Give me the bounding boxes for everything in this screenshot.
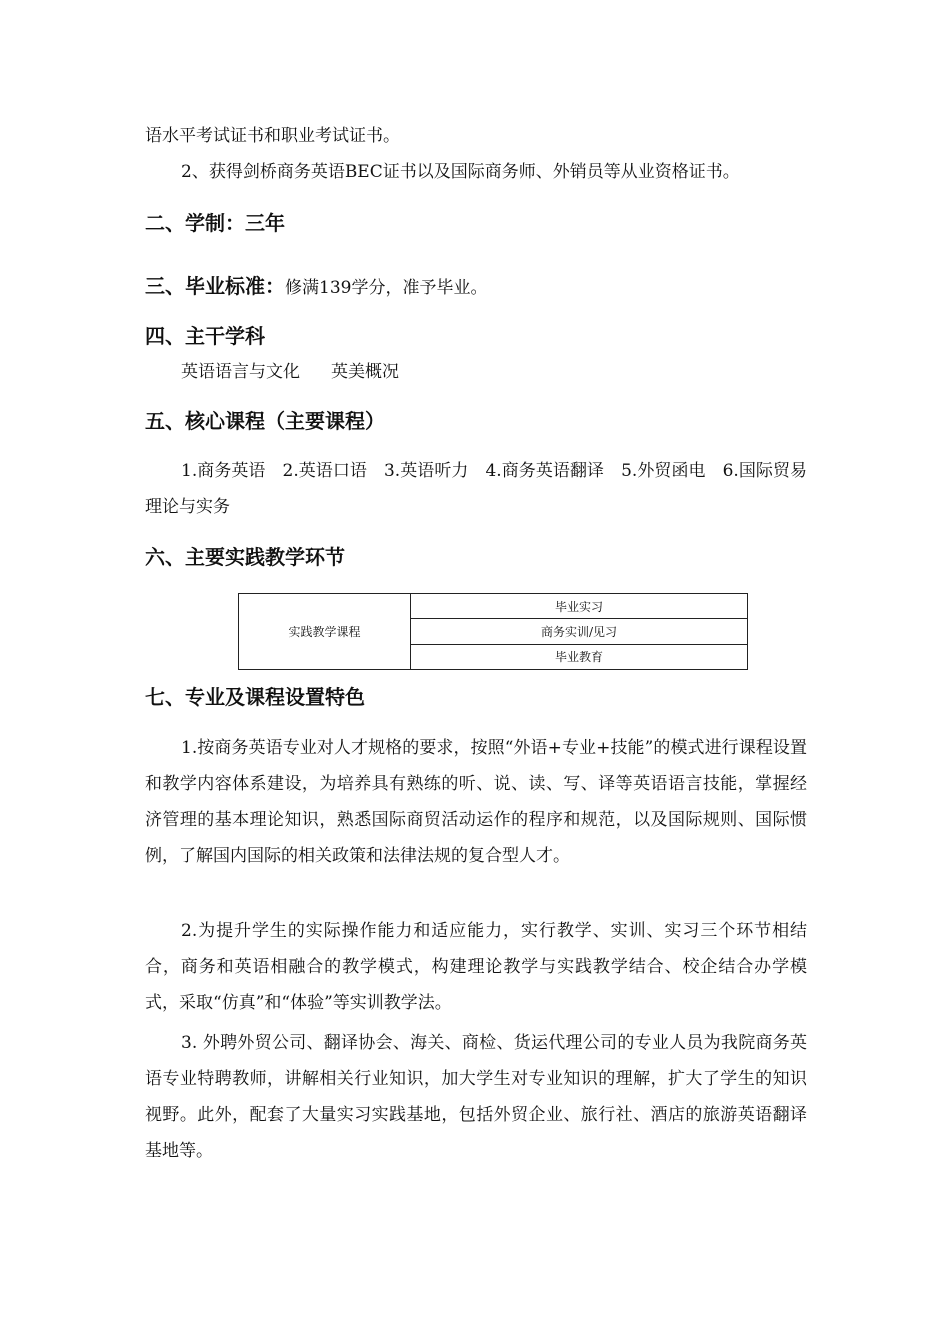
table-cell: 毕业实习 bbox=[411, 594, 748, 619]
table-row bbox=[239, 594, 748, 619]
table-cell: 毕业教育 bbox=[411, 644, 748, 669]
subject-item: 英语语言与文化 bbox=[181, 362, 300, 382]
feature-paragraph-3: 3. 外聘外贸公司、翻译协会、海关、商检、货运代理公司的专业人员为我院商务英语专业特聘教师，讲解相关行业知识，加大学生对专业知识的理解，扩大了学生的知识视野。此外，配套了大量实习实践基地，包括外贸企业、旅行社、酒店的旅游英语翻译基地等。 bbox=[145, 1033, 807, 1161]
intro-continuation: 语水平考试证书和职业考试证书。 bbox=[145, 126, 400, 146]
table-cell: 商务实训/见习 bbox=[411, 619, 748, 644]
subjects-list bbox=[181, 358, 399, 386]
section-7-heading: 七、专业及课程设置特色 bbox=[145, 685, 365, 709]
section-3-title: 三、毕业标准： bbox=[145, 274, 285, 298]
feature-paragraph-2: 2.为提升学生的实际操作能力和适应能力，实行教学、实训、实习三个环节相结合，商务和英语相融合的教学模式，构建理论教学与实践教学结合、校企结合办学模式，采取“仿真”和“体验”等实训教学法。 bbox=[145, 921, 807, 1013]
feature-paragraph-1: 1.按商务英语专业对人才规格的要求，按照“外语+专业+技能”的模式进行课程设置和教学内容体系建设，为培养具有熟练的听、说、读、写、译等英语语言技能，掌握经济管理的基本理论知识，熟悉国际商贸活动运作的程序和规范，以及国际规则、国际惯例，了解国内国际的相关政策和法律法规的复合型人才。 bbox=[145, 738, 807, 866]
intro-item-2: 2、获得剑桥商务英语BEC证书以及国际商务师、外销员等从业资格证书。 bbox=[181, 162, 740, 182]
section-4-heading: 四、主干学科 bbox=[145, 324, 265, 348]
section-3-heading bbox=[145, 272, 487, 302]
section-2-prefix: 二、 bbox=[145, 211, 185, 235]
section-2-title: 学制：三年 bbox=[185, 211, 285, 235]
subject-item: 英美概况 bbox=[331, 362, 399, 382]
core-courses-text: 1.商务英语 2.英语口语 3.英语听力 4.商务英语翻译 5.外贸函电 6.国际贸易理论与实务 bbox=[145, 461, 807, 517]
practice-category-cell: 实践教学课程 bbox=[239, 594, 411, 670]
section-5-heading: 五、核心课程（主要课程） bbox=[145, 409, 385, 433]
section-6-heading: 六、主要实践教学环节 bbox=[145, 545, 345, 569]
section-2-heading bbox=[145, 209, 285, 237]
section-3-text: 修满139学分，准予毕业。 bbox=[285, 278, 488, 298]
practice-table bbox=[238, 593, 748, 670]
